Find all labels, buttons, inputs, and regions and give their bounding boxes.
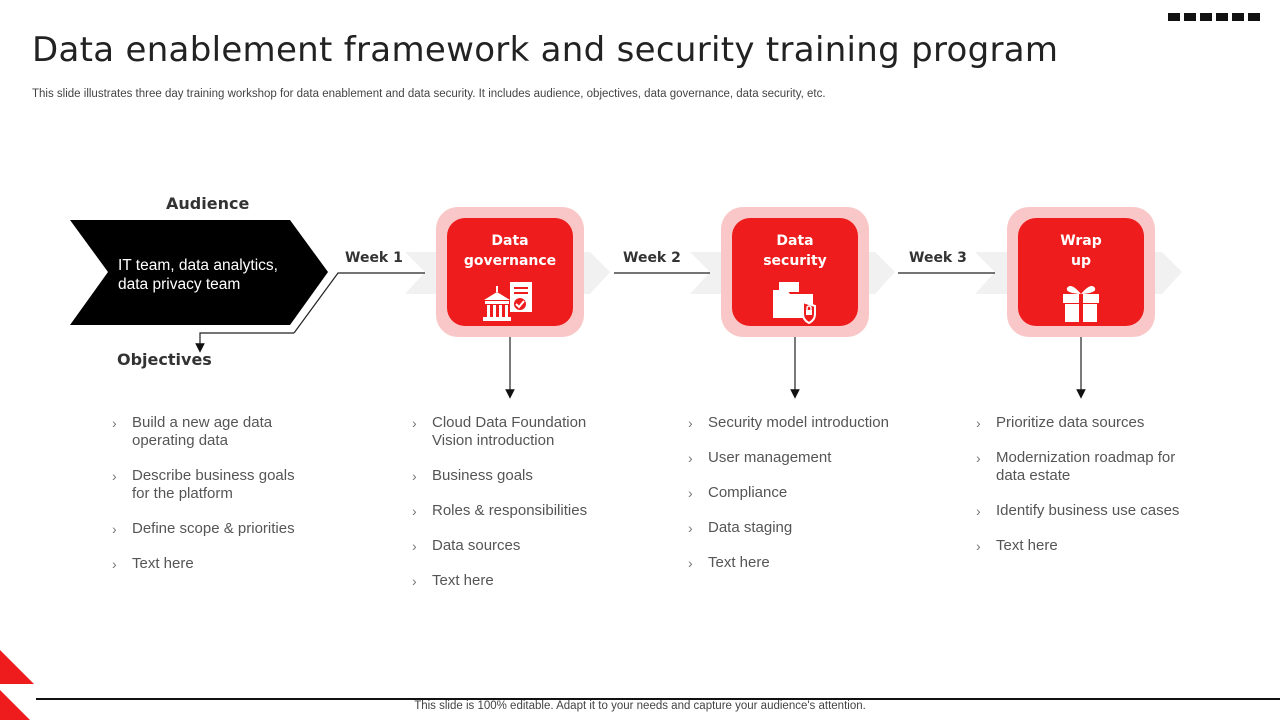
list-item bbox=[688, 484, 908, 502]
list-item-text: › Prioritize data sources bbox=[996, 414, 1145, 431]
list-item-text: › Describe business goals bbox=[132, 467, 295, 484]
list-item bbox=[976, 414, 1196, 432]
government-building-document-icon bbox=[480, 280, 540, 324]
footer-note: This slide is 100% editable. Adapt it to your needs and capture your audience's attention. bbox=[414, 700, 866, 712]
list-item bbox=[688, 414, 908, 432]
gift-box-icon bbox=[1051, 280, 1111, 324]
list-item-text: › Text here bbox=[132, 555, 194, 572]
list-item-text: › Modernization roadmap for bbox=[996, 449, 1176, 466]
list-item-text: › Define scope & priorities bbox=[132, 520, 295, 537]
page-title: Data enablement framework and security training program bbox=[32, 30, 1059, 70]
corner-decoration bbox=[0, 650, 34, 684]
list-item bbox=[112, 555, 312, 573]
list-item bbox=[688, 449, 908, 467]
list-item-text: › Text here bbox=[708, 554, 770, 571]
stage-title: Data security bbox=[763, 233, 827, 269]
list-item-text: › Identify business use cases bbox=[996, 502, 1180, 519]
list-item-text: › Data staging bbox=[708, 519, 793, 536]
stage-title: Data governance bbox=[463, 233, 557, 269]
list-item bbox=[688, 554, 908, 572]
list-item-text: › Compliance bbox=[708, 484, 788, 501]
page-subtitle: This slide illustrates three day training workshop for data enablement and data security. It includes audience, objectives, data governance, data security, etc. bbox=[32, 88, 826, 100]
week-3-label: Week 3 bbox=[909, 250, 967, 266]
stage-card-data-security bbox=[721, 207, 869, 337]
list-item-text: Vision introduction bbox=[432, 432, 555, 449]
list-item-text: › User management bbox=[708, 449, 832, 466]
list-item bbox=[112, 414, 312, 450]
audience-text-line: IT team, data analytics, bbox=[118, 257, 278, 274]
list-item-text: for the platform bbox=[132, 485, 233, 502]
list-item bbox=[412, 502, 612, 520]
list-item bbox=[976, 537, 1196, 555]
stage-card-wrap-up bbox=[1007, 207, 1155, 337]
list-item-text: › Security model introduction bbox=[708, 414, 889, 431]
list-item bbox=[412, 537, 612, 555]
objectives-connector bbox=[200, 333, 294, 348]
list-item-text: › Text here bbox=[432, 572, 494, 589]
list-item bbox=[976, 502, 1196, 520]
audience-label: Audience bbox=[166, 194, 250, 213]
security-list bbox=[688, 414, 908, 572]
list-item bbox=[688, 519, 908, 537]
list-item-text: › Build a new age data bbox=[132, 414, 273, 431]
list-item-text: › Cloud Data Foundation bbox=[432, 414, 587, 431]
stage-title: Wrap up bbox=[1060, 233, 1102, 269]
list-item-text: › Business goals bbox=[432, 467, 533, 484]
list-item bbox=[412, 467, 612, 485]
list-item-text: operating data bbox=[132, 432, 228, 449]
list-item bbox=[112, 520, 312, 538]
objectives-list bbox=[112, 414, 312, 573]
objectives-label: Objectives bbox=[117, 350, 212, 369]
list-item-text: › Roles & responsibilities bbox=[432, 502, 588, 519]
list-item bbox=[976, 449, 1196, 485]
list-item bbox=[412, 414, 612, 450]
audience-text bbox=[118, 256, 308, 294]
governance-list bbox=[412, 414, 612, 590]
wrapup-list bbox=[976, 414, 1196, 555]
stage-card-data-governance bbox=[436, 207, 584, 337]
folder-lock-icon bbox=[765, 280, 825, 324]
list-item-text: data estate bbox=[996, 467, 1071, 484]
list-item-text: › Data sources bbox=[432, 537, 521, 554]
week-2-label: Week 2 bbox=[623, 250, 681, 266]
list-item-text: › Text here bbox=[996, 537, 1058, 554]
audience-text-line: data privacy team bbox=[118, 276, 241, 293]
list-item bbox=[112, 467, 312, 503]
week-1-label: Week 1 bbox=[345, 250, 403, 266]
list-item bbox=[412, 572, 612, 590]
